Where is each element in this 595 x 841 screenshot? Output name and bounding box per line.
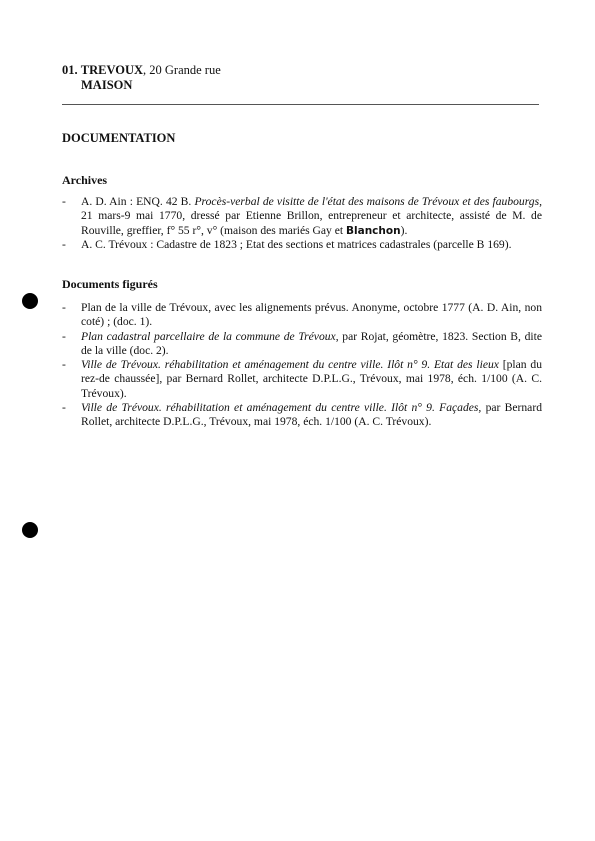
punch-hole-top	[22, 293, 38, 309]
address: , 20 Grande rue	[143, 63, 221, 77]
list-item: - Plan de la ville de Trévoux, avec les alignements prévus. Anonyme, octobre 1777 (A. D. Ain, non coté) ; (doc. 1).	[62, 301, 542, 329]
list-item: - A. D. Ain : ENQ. 42 B. Procès-verbal de visitte de l'état des maisons de Trévoux et des faubourgs, 21 mars-9 mai 1770, dressé par Etienne Brillon, entrepreneur et architecte, assisté de M. de Rouville, greffier, f° 55 r°, v° (maison des mariés Gay et Blanchon).	[62, 195, 542, 237]
header-divider	[62, 104, 539, 105]
town-name: TREVOUX	[80, 63, 144, 77]
list-item: - Ville de Trévoux. réhabilitation et aménagement du centre ville. Ilôt n° 9. Etat des lieux [plan du rez-de chaussée], par Bernard Rollet, architecte D.P.L.G., Trévoux, mai 1978, éch. 1/100 (A. C. Trévoux).	[62, 358, 543, 400]
list-item: - A. C. Trévoux : Cadastre de 1823 ; Etat des sections et matrices cadastrales (parcelle B 169).	[62, 237, 512, 251]
building-type: MAISON	[81, 78, 133, 92]
documents-list	[62, 301, 542, 430]
record-number: 01.	[62, 63, 78, 77]
header-title	[62, 63, 221, 78]
archives-list	[62, 195, 542, 252]
punch-hole-bottom	[22, 522, 38, 538]
list-item: - Plan cadastral parcellaire de la commune de Trévoux, par Rojat, géomètre, 1823. Section B, dite de la ville (doc. 2).	[62, 329, 542, 357]
documents-title: Documents figurés	[62, 277, 158, 291]
list-item: - Ville de Trévoux. réhabilitation et aménagement du centre ville. Ilôt n° 9. Façades, par Bernard Rollet, architecte D.P.L.G., Trévoux, mai 1978, éch. 1/100 (A. C. Trévoux).	[62, 401, 542, 429]
archives-title: Archives	[62, 173, 108, 187]
documentation-title: DOCUMENTATION	[62, 131, 176, 145]
